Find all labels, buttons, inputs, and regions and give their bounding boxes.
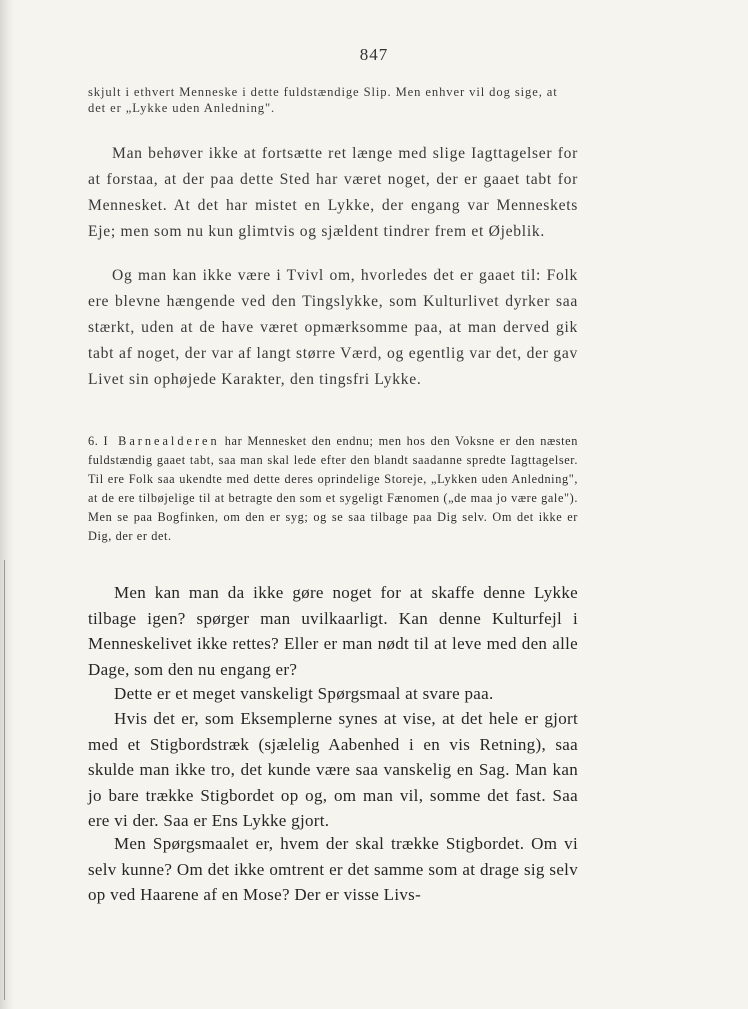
page-number: 847 <box>359 45 389 64</box>
paragraph <box>88 706 578 834</box>
paragraph-text: Man behøver ikke at fortsætte ret længe med slige Iagttagelser for at forstaa, at der paa dette Sted har været noget, der er gaaet tabt for Mennesket. At det har mistet en Lykke, der engang var Menneskets Eje; men som nu kun glimtvis og sjældent tindrer frem et Øjeblik. <box>88 145 578 240</box>
numbered-note <box>88 432 578 546</box>
continued-paragraph <box>88 84 578 116</box>
paragraph-text: Dette er et meget vanskeligt Spørgsmaal at svare paa. <box>114 684 494 703</box>
paragraph <box>88 580 578 682</box>
book-spine-shadow <box>0 0 14 1009</box>
spine-edge-line <box>4 560 5 1000</box>
paragraph <box>88 141 578 245</box>
paragraph <box>88 681 578 707</box>
paragraph <box>88 831 578 908</box>
paragraph-text: Men Spørgsmaalet er, hvem der skal trække Stigbordet. Om vi selv kunne? Om det ikke omtrent er det samme som at drage sig selv op ved Haarene af en Mose? Der er visse Livs- <box>88 834 578 904</box>
paragraph-text: Hvis det er, som Eksemplerne synes at vise, at det hele er gjort med et Stigbordstræk (sjælelig Aabenhed i en vis Retning), saa skulde man ikke tro, det kunde være saa vanskelig en Sag. Man kan jo bare trække Stigbordet op og, om man vil, somme det fast. Saa ere vi der. Saa er Ens Lykke gjort. <box>88 709 578 830</box>
paragraph <box>88 263 578 393</box>
paragraph-text: Og man kan ikke være i Tvivl om, hvorledes det er gaaet til: Folk ere blevne hængende ved den Tingslykke, som Kulturlivet dyrker saa stærkt, uden at de have været opmærksomme paa, at man derved gik tabt af noget, der var af langt større Værd, og egentlig var det, der gav Livet sin ophøjede Karakter, den tingsfri Lykke. <box>88 267 578 388</box>
paragraph-line: skjult i ethvert Menneske i dette fuldstændige Slip. Men enhver vil dog sige, at det er „Lykke uden Anledning". <box>88 85 558 115</box>
note-body: har Mennesket den endnu; men hos den Voksne er den næsten fuldstændig gaaet tabt, saa man skal lede efter den blandt saadanne spredte Iagttagelser. Til ere Folk saa ukendte med dette deres oprindelige Storeje, „Lykken uden Anledning", at de ere tilbøjelige til at betragte den som et sygeligt Fænomen („de maa jo være gale"). Men se paa Bogfinken, om den er syg; og se saa tilbage paa Dig selv. Om det ikke er Dig, der er det. <box>88 434 578 543</box>
note-number: 6. <box>88 434 99 448</box>
note-emphasis: I Barnealderen <box>103 434 220 448</box>
note-text <box>88 432 578 546</box>
paragraph-text: Men kan man da ikke gøre noget for at skaffe denne Lykke tilbage igen? spørger man uvilkaarligt. Kan denne Kulturfejl i Menneskelivet ikke rettes? Eller er man nødt til at leve med den alle Dage, som den nu engang er? <box>88 583 578 679</box>
